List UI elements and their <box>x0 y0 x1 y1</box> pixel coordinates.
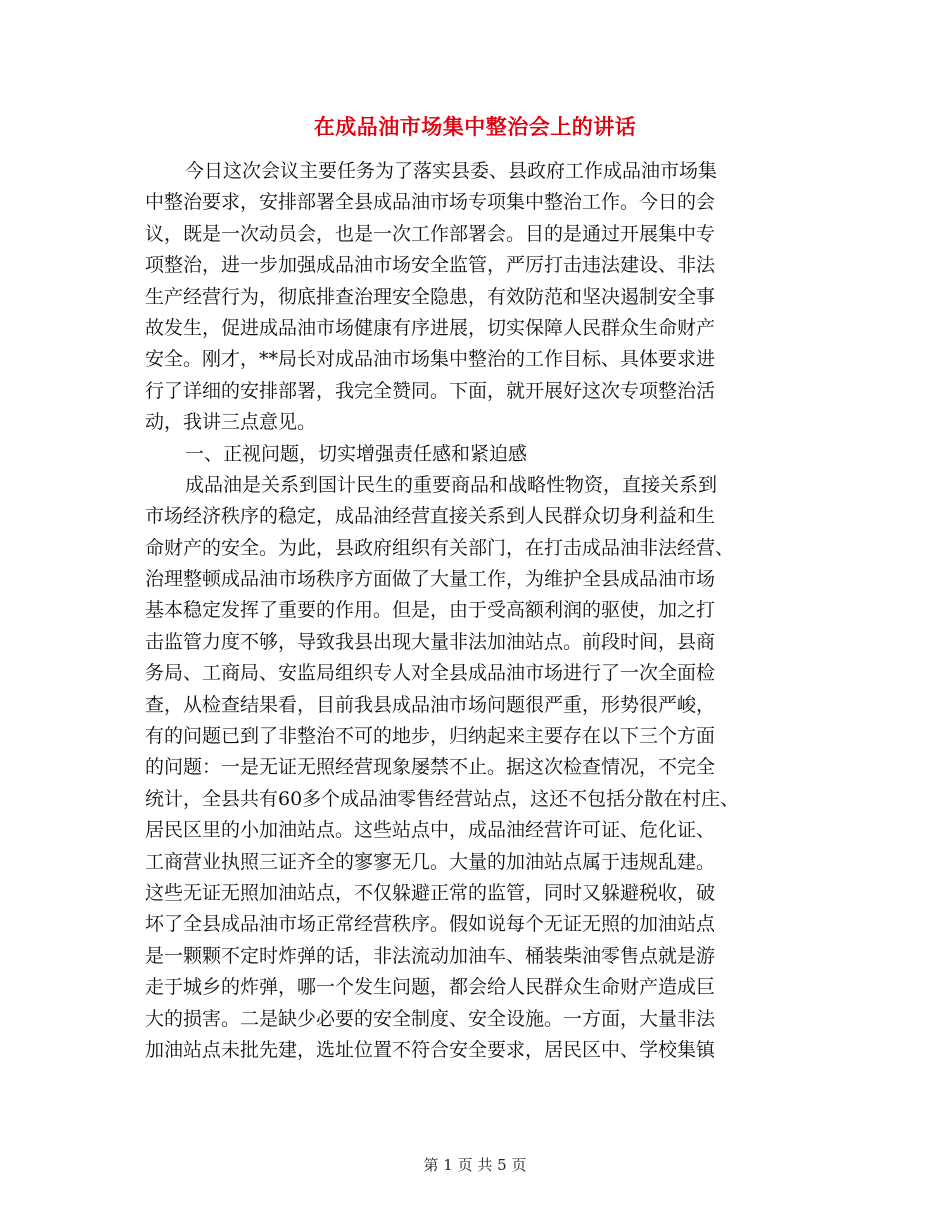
text-line: 是一颗颗不定时炸弹的话，非法流动加油车、桶装柴油零售点就是游 <box>145 944 716 967</box>
text-line: 命财产的安全。为此，县政府组织有关部门，在打击成品油非法经营、 <box>145 536 735 559</box>
text-line: 大的损害。二是缺少必要的安全制度、安全设施。一方面，大量非法 <box>145 1007 716 1030</box>
text-line: 坏了全县成品油市场正常经营秩序。假如说每个无证无照的加油站点 <box>145 913 716 936</box>
text-line: 有的问题已到了非整治不可的地步，归纳起来主要存在以下三个方面 <box>145 725 716 748</box>
text-line: 中整治要求，安排部署全县成品油市场专项集中整治工作。今日的会 <box>145 191 716 214</box>
text-line: 加油站点未批先建，选址位置不符合安全要求，居民区中、学校集镇 <box>145 1038 716 1061</box>
text-line: 的问题：一是无证无照经营现象屡禁不止。据这次检查情况，不完全 <box>145 756 716 779</box>
text-line: 这些无证无照加油站点，不仅躲避正常的监管，同时又躲避税收，破 <box>145 881 716 904</box>
document-title: 在成品油市场集中整治会上的讲话 <box>313 114 637 139</box>
text-line: 击监管力度不够，导致我县出现大量非法加油站点。前段时间，县商 <box>145 630 716 653</box>
text-line: 动，我讲三点意见。 <box>145 411 317 434</box>
text-line: 治理整顿成品油市场秩序方面做了大量工作，为维护全县成品油市场 <box>145 568 716 591</box>
section-heading: 一、正视问题，切实增强责任感和紧迫感 <box>185 442 528 465</box>
text-line: 生产经营行为，彻底排查治理安全隐患，有效防范和坚决遏制安全事 <box>145 285 716 308</box>
text-line: 走于城乡的炸弹，哪一个发生问题，都会给人民群众生命财产造成巨 <box>145 976 716 999</box>
text-line: 行了详细的安排部署，我完全赞同。下面，就开展好这次专项整治活 <box>145 379 716 402</box>
text-line: 基本稳定发挥了重要的作用。但是，由于受高额利润的驱使，加之打 <box>145 599 716 622</box>
text-line: 居民区里的小加油站点。这些站点中，成品油经营许可证、危化证、 <box>145 819 716 842</box>
text-line: 项整治，进一步加强成品油市场安全监管，严厉打击违法建设、非法 <box>145 254 716 277</box>
document-body <box>145 156 805 1066</box>
text-line: 今日这次会议主要任务为了落实县委、县政府工作成品油市场集 <box>185 160 718 182</box>
text-line: 查，从检查结果看，目前我县成品油市场问题很严重，形势很严峻， <box>145 693 716 716</box>
text-line: 务局、工商局、安监局组织专人对全县成品油市场进行了一次全面检 <box>145 662 716 685</box>
text-line: 故发生，促进成品油市场健康有序进展，切实保障人民群众生命财产 <box>145 316 716 339</box>
text-line: 统计，全县共有60多个成品油零售经营站点，这还不包括分散在村庄、 <box>145 787 740 810</box>
text-line: 市场经济秩序的稳定，成品油经营直接关系到人民群众切身利益和生 <box>145 505 716 528</box>
text-line: 成品油是关系到国计民生的重要商品和战略性物资，直接关系到 <box>185 473 718 496</box>
text-line: 安全。刚才，**局长对成品油市场集中整治的工作目标、具体要求进 <box>145 348 716 371</box>
text-line: 议，既是一次动员会，也是一次工作部署会。目的是通过开展集中专 <box>145 222 716 245</box>
text-line: 工商营业执照三证齐全的寥寥无几。大量的加油站点属于违规乱建。 <box>145 850 716 873</box>
page-number-footer: 第 1 页 共 5 页 <box>423 1156 527 1174</box>
